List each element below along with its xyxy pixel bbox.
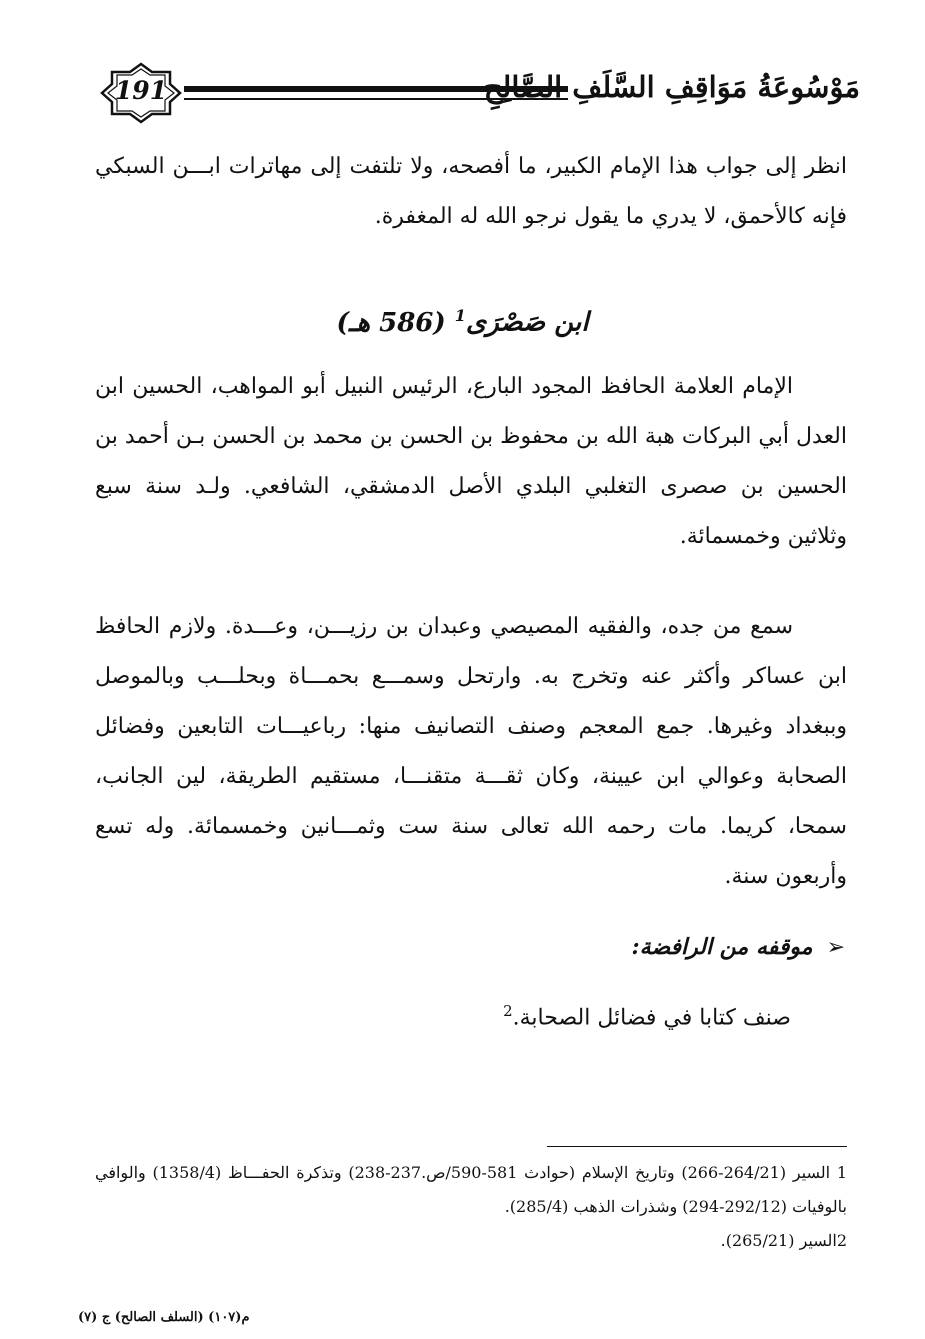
position-text bbox=[503, 986, 791, 1043]
series-title: مَوْسُوعَةُ مَوَاقِفِ السَّلَفِ الصَّالِحِ bbox=[483, 70, 860, 104]
footnote-1: 1 السير (264/21-266) وتاريخ الإسلام (حوادث 581-590/ص.237-238) وتذكرة الحفـــاظ (1358/4) والوافي بالوفيات (292/12-294) وشذرات الذهب (285/4). bbox=[95, 1163, 848, 1216]
entry-date: (586 هـ) bbox=[336, 307, 446, 338]
bio-section bbox=[95, 362, 847, 562]
page-number: 191 bbox=[114, 76, 168, 105]
position-heading-text: موقفه من الرافضة: bbox=[631, 934, 813, 960]
position-heading bbox=[632, 934, 845, 960]
entry-name: ابن صَصْرَى bbox=[465, 307, 589, 338]
position-footnote-mark: 2 bbox=[503, 1002, 513, 1020]
page-header bbox=[100, 62, 860, 124]
footnotes bbox=[95, 1156, 847, 1258]
footnote-2: 2السير (265/21). bbox=[720, 1231, 847, 1250]
printer-signature: م(١٠٧) (السلف الصالح) ج (٧) bbox=[78, 1310, 250, 1325]
narration-section bbox=[95, 602, 847, 902]
entry-heading bbox=[0, 306, 925, 338]
page-number-badge bbox=[100, 62, 182, 124]
position-text-body: صنف كتابا في فضائل الصحابة. bbox=[512, 1005, 791, 1031]
intro-paragraph: انظر إلى جواب هذا الإمام الكبير، ما أفصحه، ولا تلتفت إلى مهاترات ابـــن السبكي فإنه كالأحمق، لا يدري ما يقول نرجو الله له المغفرة. bbox=[95, 154, 847, 229]
arrowhead-bullet-icon: ➢ bbox=[826, 935, 845, 960]
intro-section bbox=[95, 142, 847, 242]
narration-paragraph: سمع من جده، والفقيه المصيصي وعبدان بن رزيـــن، وعـــدة. ولازم الحافظ ابن عساكر وأكثر عنه وتخرج به. وارتحل وسمـــع بحمـــاة وبحلـــب وبالموصل وببغداد وغيرها. جمع المعجم وصنف التصانيف منها: رباعيـــات التابعين وفضائل الصحابة وعوالي ابن عيينة، وكان ثقـــة متقنـــا، مستقيم الطريقة، لين الجانب، سمحا، كريما. مات رحمه الله تعالى سنة ست وثمـــانين وخمسمائة. وله تسع وأربعون سنة. bbox=[95, 614, 847, 889]
bio-paragraph: الإمام العلامة الحافظ المجود البارع، الرئيس النبيل أبو المواهب، الحسين ابن العدل أبي البركات هبة الله بن محفوظ بن الحسن بن محمد بن الحسن بـن أحمد بن الحسين بن صصرى التغلبي البلدي الأصل الدمشقي، الشافعي. ولـد سنة سبع وثلاثين وخمسمائة. bbox=[95, 374, 847, 549]
entry-footnote-mark: 1 bbox=[454, 306, 466, 325]
footnote-separator bbox=[547, 1146, 847, 1147]
